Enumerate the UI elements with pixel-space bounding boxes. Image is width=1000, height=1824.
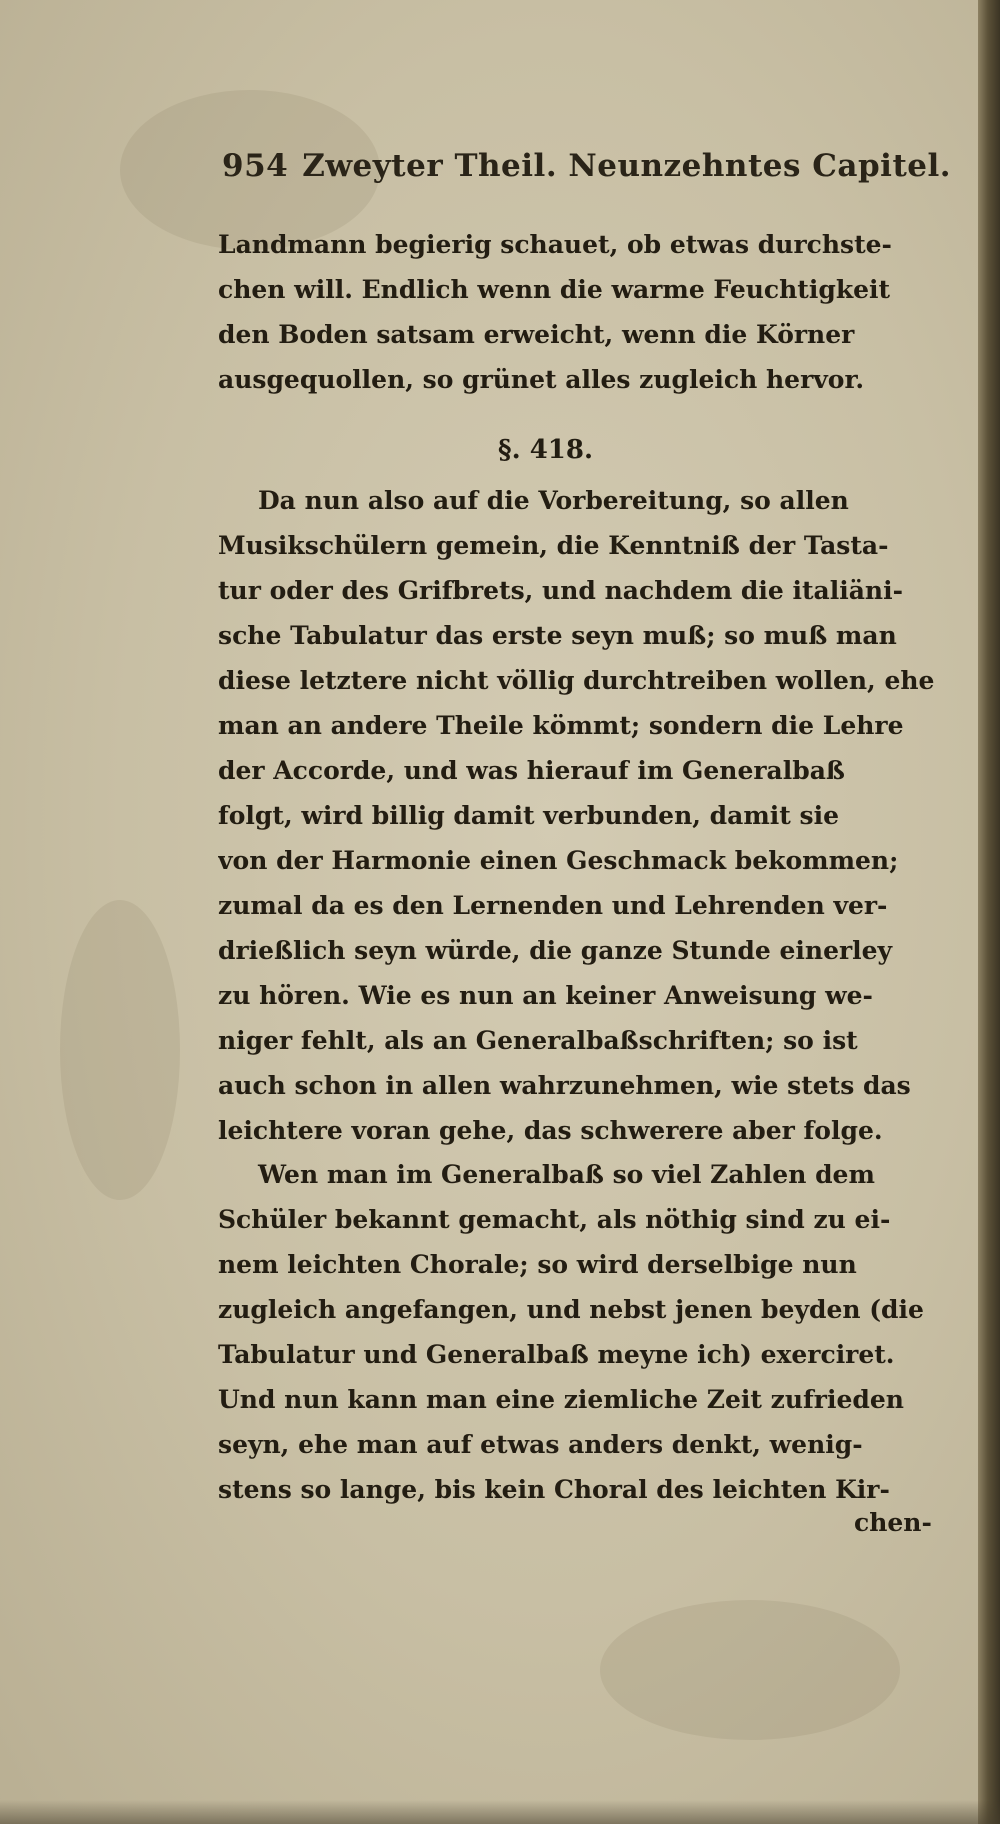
text-line: leichtere voran gehe, das schwerere aber folge. — [218, 1116, 883, 1145]
text-line: den Boden satsam erweicht, wenn die Körner — [218, 320, 855, 349]
text-line: tur oder des Grifbrets, und nachdem die italiäni- — [218, 576, 903, 605]
section-heading: §. 418. — [498, 435, 594, 465]
text-line: chen will. Endlich wenn die warme Feuchtigkeit — [218, 275, 891, 304]
text-line: Landmann begierig schauet, ob etwas durchste- — [218, 230, 892, 259]
paragraph-2 — [218, 1152, 938, 1512]
text-line: zumal da es den Lernenden und Lehrenden ver- — [218, 891, 888, 920]
intro-text — [218, 222, 938, 402]
text-line: Da nun also auf die Vorbereitung, so allen — [258, 486, 849, 515]
paper-stain — [60, 900, 180, 1200]
page-number: 954 — [222, 148, 289, 184]
text-line: Und nun kann man eine ziemliche Zeit zufrieden — [218, 1385, 904, 1414]
paper-stain — [600, 1600, 900, 1740]
text-line: stens so lange, bis kein Choral des leichten Kir- — [218, 1475, 890, 1504]
book-fore-edge — [978, 0, 1000, 1824]
text-line: niger fehlt, als an Generalbaßschriften; so ist — [218, 1026, 858, 1055]
text-line: von der Harmonie einen Geschmack bekommen; — [218, 846, 899, 875]
text-line: drießlich seyn würde, die ganze Stunde einerley — [218, 936, 893, 965]
running-title: Zweyter Theil. Neunzehntes Capitel. — [302, 148, 952, 184]
text-line: sche Tabulatur das erste seyn muß; so muß man — [218, 621, 897, 650]
text-line: diese letztere nicht völlig durchtreiben wollen, ehe — [218, 666, 935, 695]
page-bottom-shadow — [0, 1800, 1000, 1824]
text-line: folgt, wird billig damit verbunden, damit sie — [218, 801, 840, 830]
text-line: ausgequollen, so grünet alles zugleich hervor. — [218, 365, 865, 394]
catchword: chen- — [854, 1508, 932, 1537]
text-line: zu hören. Wie es nun an keiner Anweisung we- — [218, 981, 873, 1010]
text-line: Schüler bekannt gemacht, als nöthig sind zu ei- — [218, 1205, 891, 1234]
text-line: nem leichten Chorale; so wird derselbige nun — [218, 1250, 857, 1279]
text-line: Wen man im Generalbaß so viel Zahlen dem — [258, 1160, 875, 1189]
text-line: man an andere Theile kömmt; sondern die Lehre — [218, 711, 904, 740]
text-line: Tabulatur und Generalbaß meyne ich) exerciret. — [218, 1340, 895, 1369]
running-header — [222, 148, 952, 198]
text-line: seyn, ehe man auf etwas anders denkt, wenig- — [218, 1430, 863, 1459]
paragraph-1 — [218, 478, 938, 1153]
text-line: Musikschülern gemein, die Kenntniß der Tasta- — [218, 531, 889, 560]
text-line: auch schon in allen wahrzunehmen, wie stets das — [218, 1071, 911, 1100]
text-line: zugleich angefangen, und nebst jenen beyden (die — [218, 1295, 924, 1324]
text-line: der Accorde, und was hierauf im Generalbaß — [218, 756, 845, 785]
